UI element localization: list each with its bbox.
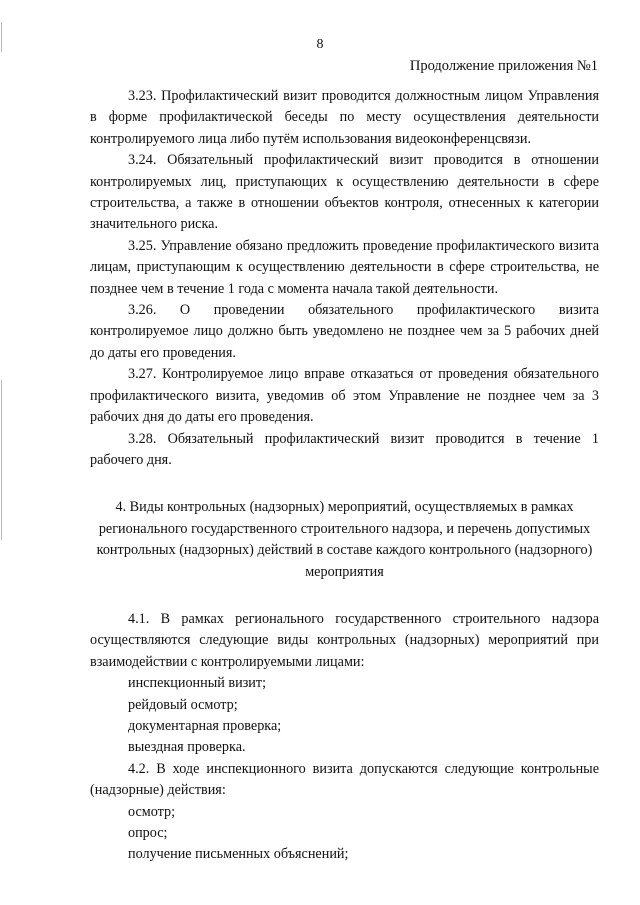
paragraph-4-1: 4.1. В рамках регионального государственного строительного надзора осуществляются следующие виды контрольных (надзорных) мероприятий при взаимодействии с контролируемыми лицами: [90, 610, 599, 670]
paragraph-4-2: 4.2. В ходе инспекционного визита допускаются следующие контрольные (надзорные) действия: [90, 760, 599, 799]
list-item: опрос; [128, 825, 168, 841]
document-body [90, 86, 599, 866]
list-item: документарная проверка; [128, 717, 282, 734]
list-item: выездная проверка. [128, 739, 246, 756]
page-number: 8 [316, 37, 324, 52]
list-item: получение письменных объяснений; [128, 846, 349, 863]
scan-edge-marks [0, 0, 4, 905]
paragraph-3-28: 3.28. Обязательный профилактический визит проводится в течение 1 рабочего дня. [90, 430, 599, 468]
paragraph-3-24: 3.24. Обязательный профилактический визит проводится в отношении контролируемых лиц, приступающих к осуществлению деятельности в сфере строительства, а также в отношении объектов контроля, отнесенных к категории значительного риска. [90, 152, 599, 233]
paragraph-3-23: 3.23. Профилактический визит проводится должностным лицом Управления в форме профилактической беседы по месту осуществления деятельности контролируемого лица либо путём использования видеоконференцсвязи. [90, 88, 599, 147]
section-4-heading: 4. Виды контрольных (надзорных) мероприятий, осуществляемых в рамках регионального государственного строительного надзора, и перечень допустимых контрольных (надзорных) действий в составе каждого контрольного (надзорного) мероприятия [96, 499, 593, 580]
list-item: осмотр; [128, 803, 176, 820]
list-item: инспекционный визит; [128, 675, 267, 692]
list-item: рейдовый осмотр; [128, 696, 238, 713]
paragraph-3-27: 3.27. Контролируемое лицо вправе отказаться от проведения обязательного профилактического визита, уведомив об этом Управление не позднее чем за 3 рабочих дня до даты его проведения. [90, 366, 599, 426]
appendix-continuation-label: Продолжение приложения №1 [409, 58, 598, 74]
paragraph-3-25: 3.25. Управление обязано предложить проведение профилактического визита лицам, приступающим к осуществлению деятельности в сфере строительства, не позднее чем в течение 1 года с момента начала такой деятельности. [90, 237, 599, 297]
paragraph-3-26: 3.26. О проведении обязательного профилактического визита контролируемое лицо должно быть уведомлено не позднее чем за 5 рабочих дней до даты его проведения. [90, 302, 599, 361]
